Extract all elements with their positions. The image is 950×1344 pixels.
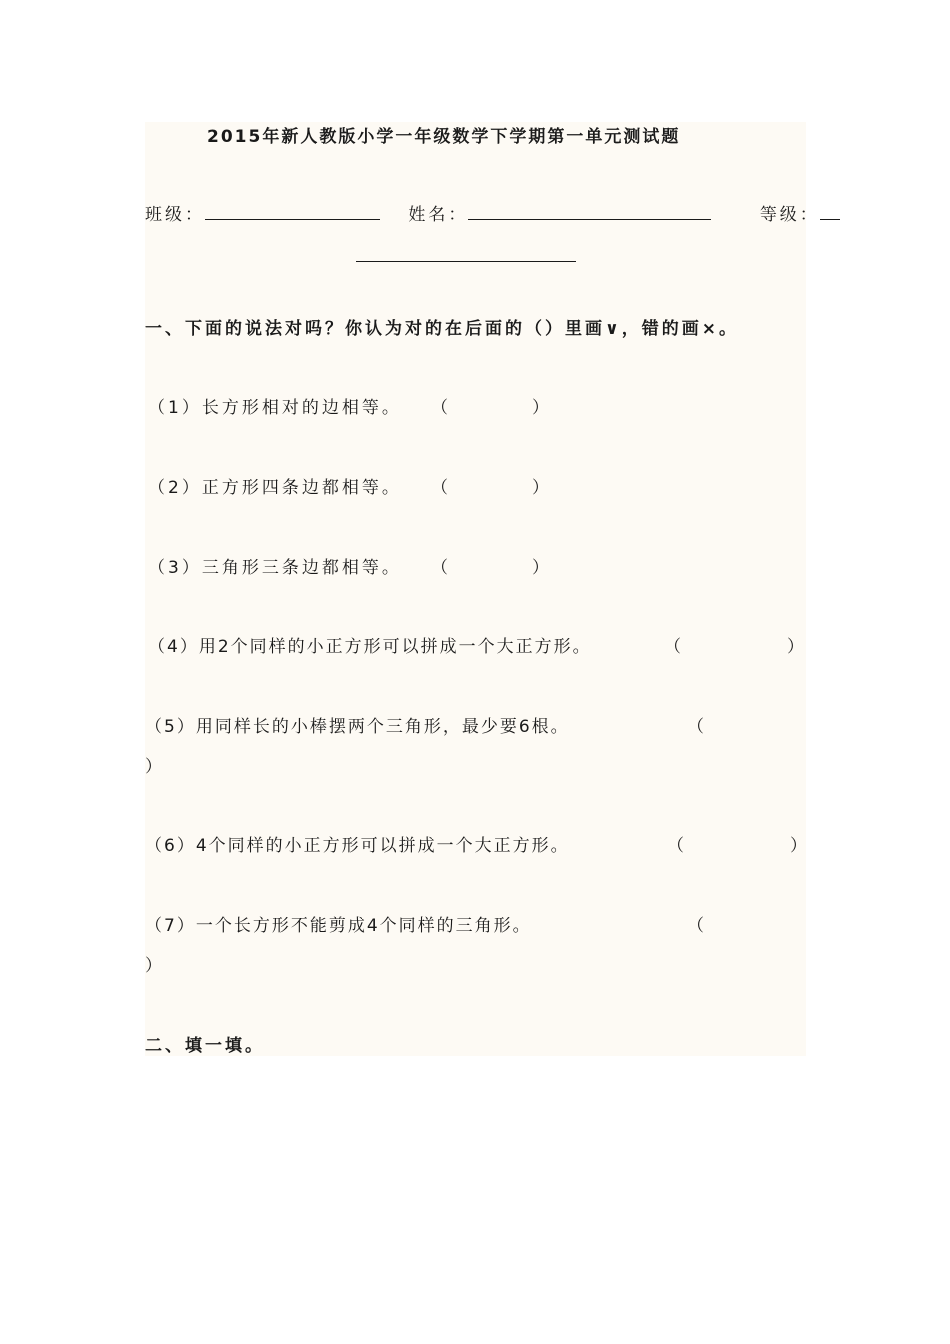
section1-heading: 一、下面的说法对吗？你认为对的在后面的（）里画∨，错的画×。 [145, 319, 740, 339]
answer-open-6[interactable]: （ [667, 836, 684, 856]
name-label: 姓名： [408, 205, 469, 225]
answer-open-2[interactable]: （ [431, 478, 448, 498]
answer-open-7[interactable]: （ [687, 916, 704, 936]
answer-open-5[interactable]: （ [687, 717, 704, 737]
answer-close-3[interactable]: ） [532, 558, 549, 578]
question-item-5: （5）用同样长的小棒摆两个三角形，最少要6根。 [145, 717, 570, 737]
answer-close-1[interactable]: ） [532, 398, 549, 418]
grade-label: 等级： [759, 205, 820, 225]
page-title: 2015年新人教版小学一年级数学下学期第一单元测试题 [207, 127, 681, 147]
answer-close-2[interactable]: ） [532, 478, 549, 498]
answer-open-1[interactable]: （ [431, 398, 448, 418]
question-item-3: （3）三角形三条边都相等。 [148, 558, 402, 578]
answer-open-3[interactable]: （ [431, 558, 448, 578]
question-item-1: （1）长方形相对的边相等。 [148, 398, 402, 418]
name-field[interactable] [468, 203, 711, 220]
answer-close-5[interactable]: ） [145, 757, 162, 777]
info-row [145, 203, 840, 226]
section2-heading: 二、填一填。 [145, 1036, 265, 1056]
grade-field[interactable] [820, 203, 840, 220]
class-label: 班级： [145, 205, 205, 225]
answer-open-4[interactable]: （ [664, 637, 681, 657]
grade-field-continuation[interactable] [356, 245, 576, 262]
class-field[interactable] [205, 203, 380, 220]
question-item-2: （2）正方形四条边都相等。 [148, 478, 402, 498]
answer-close-4[interactable]: ） [787, 637, 804, 657]
question-item-4: （4）用2个同样的小正方形可以拼成一个大正方形。 [148, 637, 592, 657]
answer-close-7[interactable]: ） [145, 956, 162, 976]
question-item-7: （7）一个长方形不能剪成4个同样的三角形。 [145, 916, 532, 936]
question-item-6: （6）4个同样的小正方形可以拼成一个大正方形。 [145, 836, 570, 856]
answer-close-6[interactable]: ） [790, 836, 807, 856]
